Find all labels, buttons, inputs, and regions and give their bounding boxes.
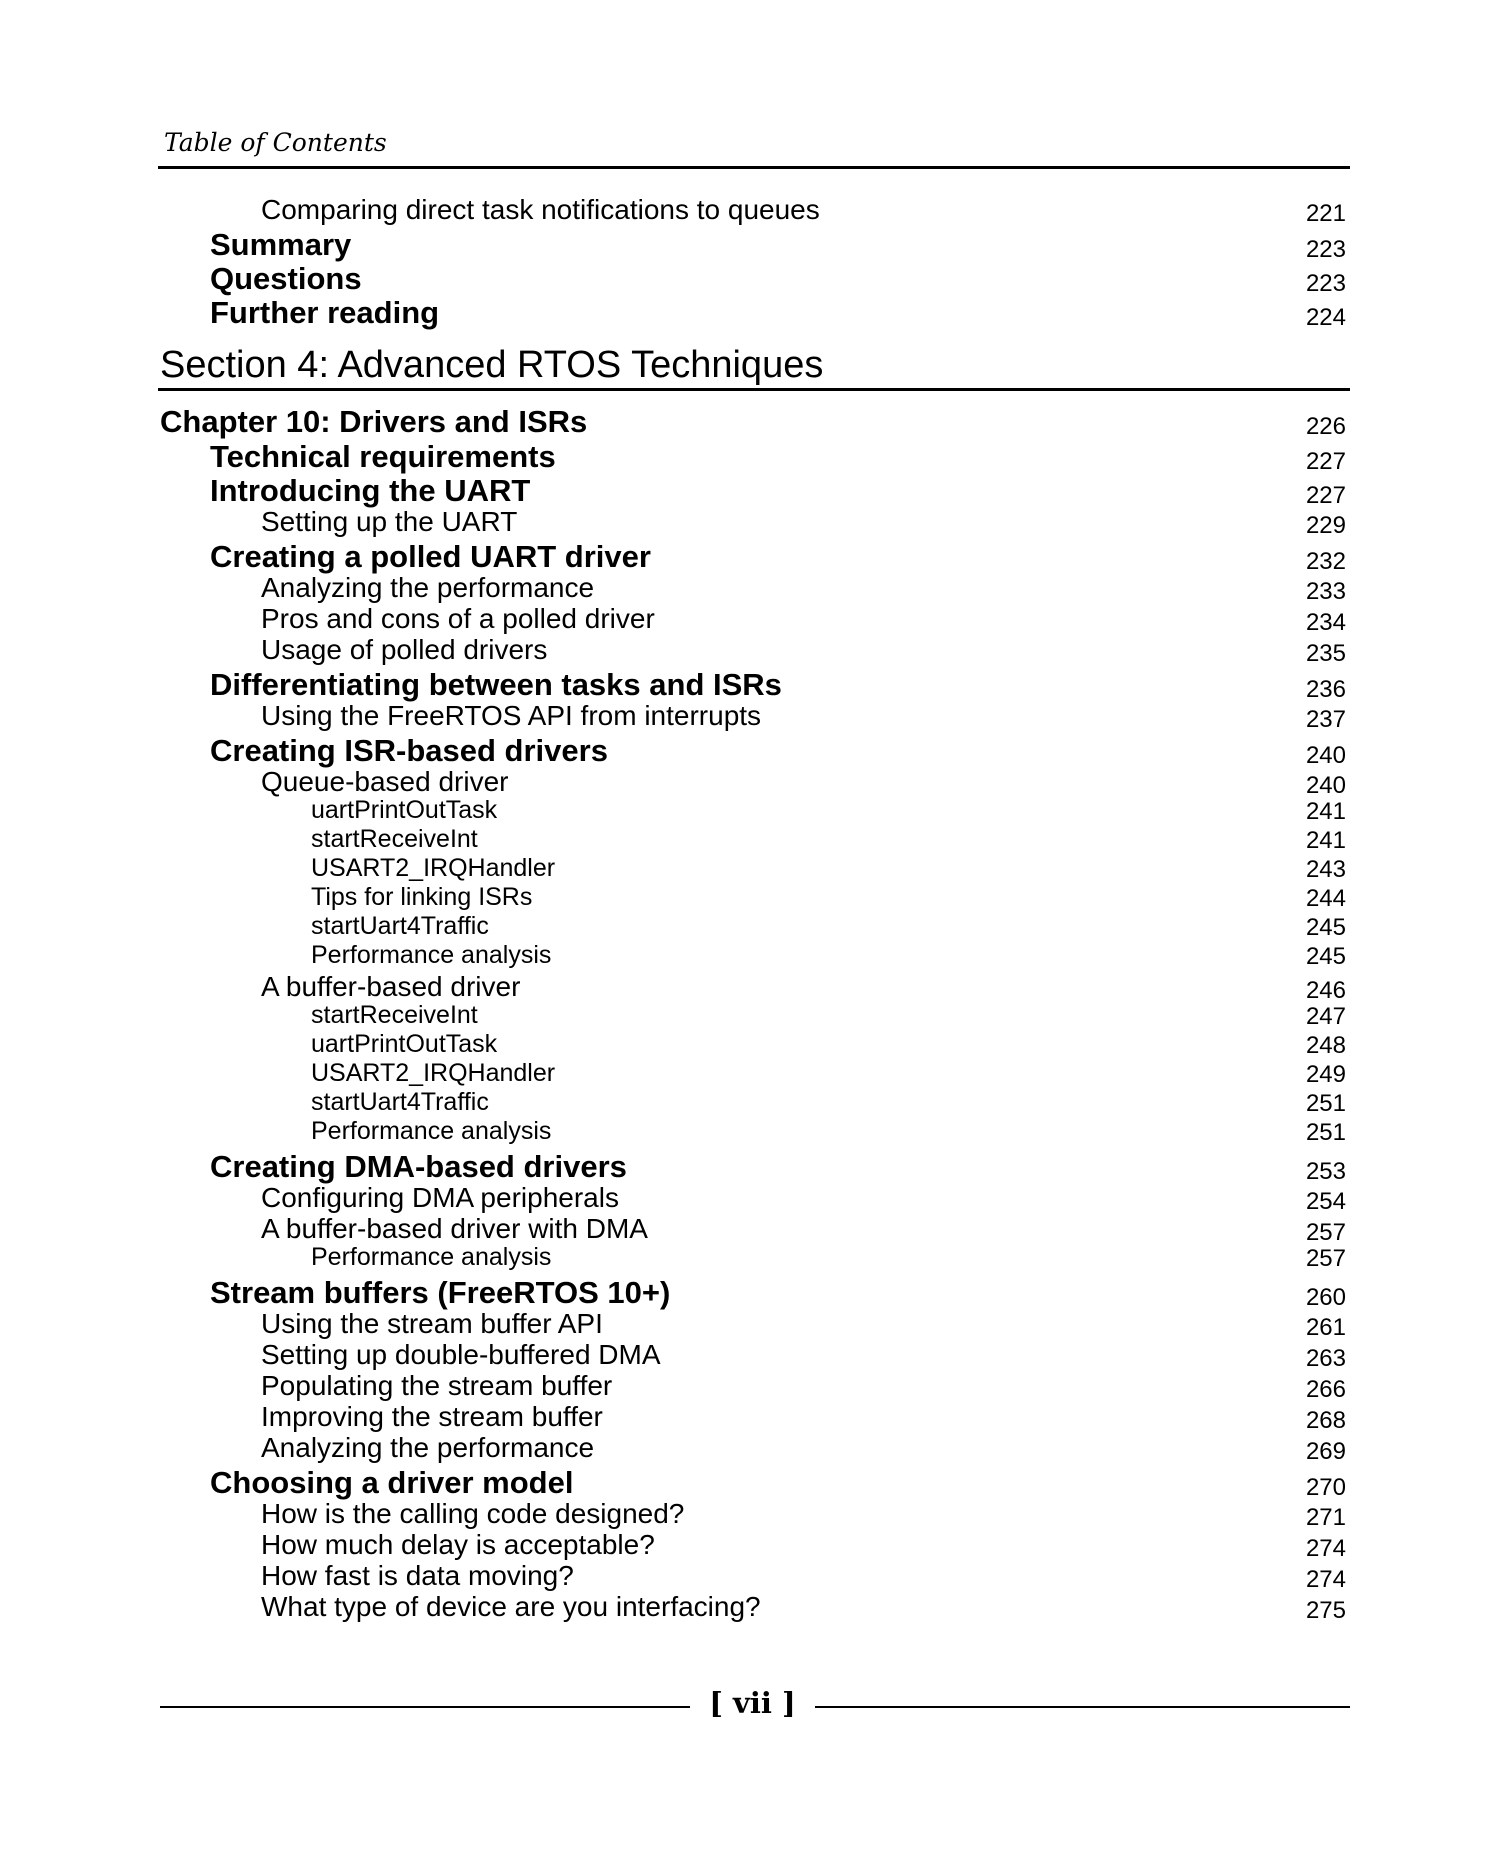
page-number: [ vii ] (709, 1686, 796, 1720)
toc-entry-page: 245 (1305, 914, 1346, 941)
toc-entry-title: Queue-based driver (261, 766, 509, 797)
toc-entry-page: 234 (1305, 609, 1346, 636)
toc-entry-title: Setting up double-buffered DMA (261, 1339, 661, 1370)
toc-entry-title: startReceiveInt (311, 825, 478, 853)
toc-entry-page: 233 (1305, 578, 1346, 605)
toc-entry-title: Improving the stream buffer (261, 1401, 603, 1432)
toc-entry-title: Comparing direct task notifications to queues (261, 194, 820, 225)
running-header (158, 120, 1350, 169)
toc-entry-title: Usage of polled drivers (261, 634, 548, 665)
toc-entry-page: 248 (1305, 1032, 1346, 1059)
toc-entry-page: 263 (1305, 1345, 1346, 1372)
toc-entry-title: How much delay is acceptable? (261, 1529, 655, 1560)
toc-entry-page: 260 (1305, 1284, 1346, 1311)
toc-entry-title: Configuring DMA peripherals (261, 1182, 619, 1213)
toc-entry-page: 223 (1305, 236, 1346, 263)
toc-entry-page: 241 (1305, 827, 1346, 854)
toc-entry-page: 237 (1305, 706, 1346, 733)
toc-entry-page: 269 (1305, 1438, 1346, 1465)
toc-entry-page: 274 (1305, 1566, 1346, 1593)
toc-entry-title: Creating ISR-based drivers (210, 733, 608, 768)
toc-entry-title: Setting up the UART (261, 506, 518, 537)
toc-entry-page: 251 (1305, 1090, 1346, 1117)
toc-entry-page: 245 (1305, 943, 1346, 970)
toc-entry-page: 246 (1305, 977, 1346, 1004)
toc-entry-title: Chapter 10: Drivers and ISRs (160, 404, 588, 439)
section-heading: Section 4: Advanced RTOS Techniques (160, 344, 824, 386)
toc-entry-page: 226 (1305, 413, 1346, 440)
toc-entry-page: 224 (1305, 304, 1346, 331)
toc-entry-page: 240 (1305, 772, 1346, 799)
toc-entry-page: 249 (1305, 1061, 1346, 1088)
toc-entry-page: 244 (1305, 885, 1346, 912)
toc-entry-title: Using the FreeRTOS API from interrupts (261, 700, 762, 731)
toc-entry-title: startUart4Traffic (311, 1088, 489, 1116)
header-title: Table of Contents (164, 128, 387, 157)
toc-entry-page: 240 (1305, 742, 1346, 769)
toc-entry-title: A buffer-based driver (261, 971, 521, 1002)
toc-entry-title: Performance analysis (311, 941, 552, 969)
toc-entry-page: 257 (1305, 1219, 1346, 1246)
toc-entry-page: 232 (1305, 548, 1346, 575)
toc-entry-title: Using the stream buffer API (261, 1308, 603, 1339)
toc-entry-title: Performance analysis (311, 1243, 552, 1271)
toc-entry-title: Analyzing the performance (261, 1432, 595, 1463)
toc-entry-page: 227 (1305, 448, 1346, 475)
footer-rule-right (815, 1706, 1350, 1708)
toc-entry-title: startUart4Traffic (311, 912, 489, 940)
toc-entry-page: 261 (1305, 1314, 1346, 1341)
toc-entry-title: How is the calling code designed? (261, 1498, 685, 1529)
toc-entry-title: startReceiveInt (311, 1001, 478, 1029)
toc-entry-title: Choosing a driver model (210, 1465, 574, 1500)
toc-entry-title: Analyzing the performance (261, 572, 595, 603)
toc-entry-title: Questions (210, 261, 362, 296)
toc-entry-title: USART2_IRQHandler (311, 854, 556, 882)
toc-entry-title: Populating the stream buffer (261, 1370, 613, 1401)
toc-entry-page: 236 (1305, 676, 1346, 703)
toc-entry-title: uartPrintOutTask (311, 796, 498, 824)
toc-entry-title: Creating DMA-based drivers (210, 1149, 627, 1184)
toc-entry-page: 268 (1305, 1407, 1346, 1434)
toc-entry-page: 223 (1305, 270, 1346, 297)
toc-entry-title: How fast is data moving? (261, 1560, 574, 1591)
toc-entry-title: What type of device are you interfacing? (261, 1591, 761, 1622)
toc-entry-title: Creating a polled UART driver (210, 539, 651, 574)
toc-entry-page: 221 (1305, 200, 1346, 227)
toc-entry-page: 271 (1305, 1504, 1346, 1531)
toc-entry-title: Further reading (210, 295, 440, 330)
footer-rule-left (160, 1706, 690, 1708)
toc-entry-page: 257 (1305, 1245, 1346, 1272)
toc-entry-title: Summary (210, 227, 352, 262)
toc-entry-title: Performance analysis (311, 1117, 552, 1145)
page-footer (160, 1686, 1350, 1726)
toc-entry-page: 270 (1305, 1474, 1346, 1501)
toc-entry-title: USART2_IRQHandler (311, 1059, 556, 1087)
toc-entry-page: 251 (1305, 1119, 1346, 1146)
toc-entry-page: 274 (1305, 1535, 1346, 1562)
toc-entry-title: Technical requirements (210, 439, 556, 474)
toc-entry-page: 254 (1305, 1188, 1346, 1215)
toc-entry-title: A buffer-based driver with DMA (261, 1213, 648, 1244)
toc-entry-page: 243 (1305, 856, 1346, 883)
toc-entry-page: 241 (1305, 798, 1346, 825)
toc-entry-title: uartPrintOutTask (311, 1030, 498, 1058)
section-heading-block (158, 344, 1350, 391)
toc-entry-title: Differentiating between tasks and ISRs (210, 667, 782, 702)
toc-entry-page: 235 (1305, 640, 1346, 667)
toc-entry-title: Tips for linking ISRs (311, 883, 533, 911)
toc-entry-page: 275 (1305, 1597, 1346, 1624)
toc-entry-title: Pros and cons of a polled driver (261, 603, 655, 634)
toc-entry-title: Introducing the UART (210, 473, 531, 508)
toc-entry-title: Stream buffers (FreeRTOS 10+) (210, 1275, 671, 1310)
toc-entry-page: 266 (1305, 1376, 1346, 1403)
toc-entry-page: 253 (1305, 1158, 1346, 1185)
toc-entry-page: 229 (1305, 512, 1346, 539)
toc-entry-page: 227 (1305, 482, 1346, 509)
toc-entry-page: 247 (1305, 1003, 1346, 1030)
